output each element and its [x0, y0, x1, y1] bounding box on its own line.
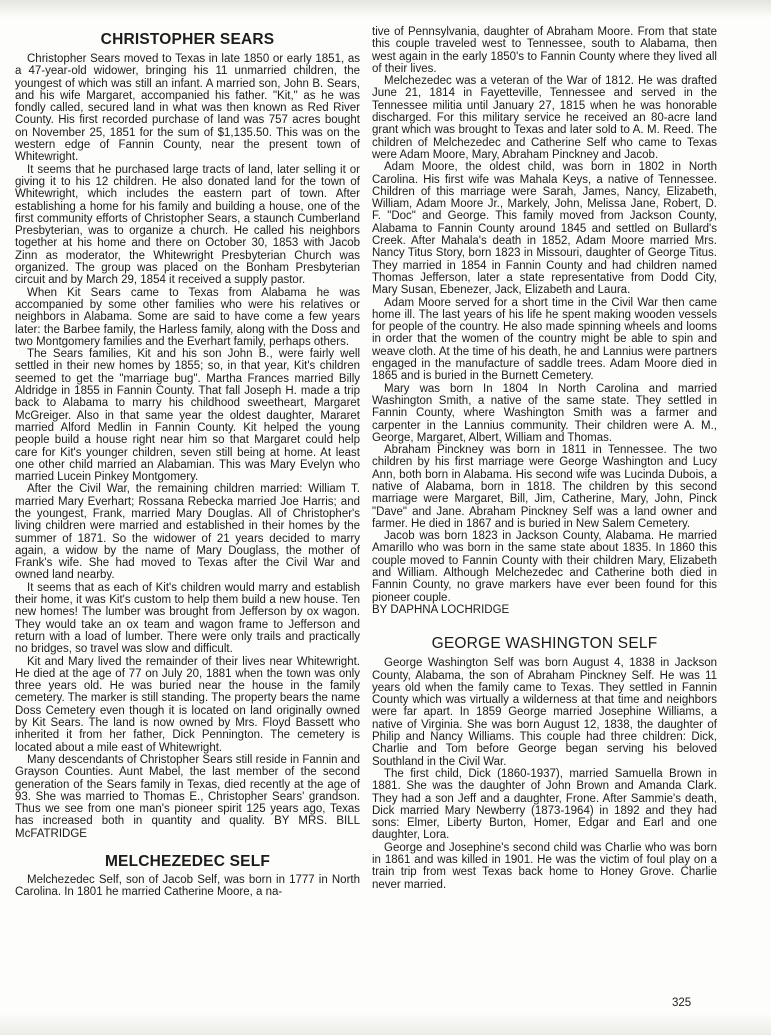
paragraph: Mary was born In 1804 In North Carolina and married Washington Smith, a native of the same state. They settled in Fannin County, where Washington Smith was a farmer and carpenter in the Lannius community. Their children were A. M., George, Margaret, Albert, William and Thomas. — [372, 382, 717, 444]
article-title-melchezedec-self: MELCHEZEDEC SELF — [104, 853, 271, 870]
paragraph: Many descendants of Christopher Sears still reside in Fannin and Grayson Counties. Aunt Mabel, the last member of the second generation of the Sears family in Texas, died recently at the age of 93. She was married to Thomas E., Christopher Sears' grandson. Thus we see from one man's pioneer spirit 125 years ago, Texas has increased both in quantity and quality. BY MRS. BILL McFATRIDGE — [15, 753, 360, 840]
article-title-christopher-sears: CHRISTOPHER SEARS — [100, 31, 275, 48]
left-column — [15, 26, 360, 899]
paragraph: Adam Moore served for a short time in the Civil War then came home ill. The last years of his life he spent making wooden vessels for people of the country. He also made spinning wheels and looms in order that the women of the country might be able to spin and weave cloth. At the time of his death, he and Lannius were partners engaged in the manufacture of saddle trees. Adam Moore died in 1865 and is buried in the Burnett Cemetery. — [372, 296, 717, 383]
paragraph: Abraham Pinckney was born in 1811 in Tennessee. The two children by his first marriage were George Washington and Lucy Ann, both born in Alabama. His second wife was Lucinda Dubois, a native of Alabama, born in 1818. The children by this second marriage were Margaret, Bill, Jim, Catherine, Mary, John, Pinck "Dave" and Jane. Abraham Pinckney Self was a land owner and farmer. He died in 1867 and is buried in New Salem Cemetery. — [372, 444, 717, 530]
right-column — [372, 26, 717, 891]
paragraph: Jacob was born 1823 in Jackson County, Alabama. He married Amarillo who was born in the same state about 1835. In 1860 this couple moved to Fannin County with their children Mary, Elizabeth and William. Although Melchezedec and Catherine both died in Fannin County, no grave markers have ever been found for this pioneer couple. — [372, 530, 717, 604]
article-title-george-washington-self: GEORGE WASHINGTON SELF — [431, 635, 658, 653]
paragraph: The first child, Dick (1860-1937), married Samuella Brown in 1881. She was the daughter of John Brown and Amanda Clark. They had a son Jeff and a daughter, Frone. After Sammie's death, Dick married Mary Newberry (1873-1964) in 1892 and they had sons: Elmer, Liberty Burton, Homer, Edgar and Earl and one daughter, Lora. — [372, 767, 717, 842]
byline: BY DAPHNA LOCHRIDGE — [372, 603, 510, 616]
paragraph: Christopher Sears moved to Texas in late 1850 or early 1851, as a 47-year-old widower, bringing his 11 unmarried children, the youngest of which was still an infant. A married son, John B. Sears, and his wife Margaret, accompanied his father. "Kit," as he was fondly called, secured land in what was then known as Red River County. His first recorded purchase of land was 757 acres bought on November 25, 1851 for the sum of $1,135.50. This was on the western edge of Fannin County, near the present town of Whitewright. — [15, 53, 360, 164]
paragraph: Melchezedec was a veteran of the War of 1812. He was drafted June 21, 1814 in Fayetteville, Tennessee and served in the Tennessee militia until January 27, 1815 when he was honorable discharged. For this military service he received an 80-acre land grant which was brought to Texas and later sold to A. M. Reed. The children of Melchezedec and Catherine Self who came to Texas were Adam Moore, Mary, Abraham Pinckney and Jacob. — [372, 75, 717, 161]
paragraph: George and Josephine's second child was Charlie who was born in 1861 and was killed in 1901. He was the victim of foul play on a train trip from west Texas back home to Honey Grove. Charlie never married. — [372, 841, 717, 891]
paragraph: When Kit Sears came to Texas from Alabama he was accompanied by some other families who were his relatives or neighbors in Alabama. Some are said to have come a few years later: the Barbee family, the Harless family, along with the Doss and two Montgomery families and the Everhart family, perhaps others. — [15, 286, 360, 348]
paragraph: Kit and Mary lived the remainder of their lives near Whitewright. He died at the age of 77 on July 20, 1881 when the town was only three years old. He was buried near the house in the family cemetery. The marker is still standing. The property bears the name Doss Cemetery even though it is located on land originally owned by Kit Sears. The land is now owned by Mrs. Floyd Bassett who inherited it from her father, Dick Pennington. The cemetery is located about a mile east of Whitewright. — [15, 655, 360, 754]
scan-shadow-top — [0, 0, 771, 18]
scan-shadow-bottom — [0, 1013, 771, 1035]
paragraph: Adam Moore, the oldest child, was born in 1802 in North Carolina. His first wife was Mahala Keys, a native of Tennessee. Children of this marriage were Sarah, James, Nancy, Elizabeth, William, Adam Moore Jr., Markely, John, Melissa Jane, Robert, D. F. "Doc" and George. This family moved from Jackson County, Alabama to Fannin County around 1845 and settled on Bullard's Creek. After Mahala's death in 1852, Adam Moore married Mrs. Nancy Titus Story, born 1823 in Missouri, daughter of George Titus. They married in 1854 in Fannin County and had children named Thomas Jefferson, later a state representative from Dodd City, Mary Susan, Ebenezer, Jack, Elizabeth and Laura. — [372, 161, 717, 297]
paragraph: After the Civil War, the remaining children married: William T. married Mary Everhart; Rossana Rebecka married Joe Harris; and the youngest, Frank, married Mary Douglas. All of Christopher's living children were married and established in their homes by the summer of 1871. So the widower of 21 years decided to marry again, a widow by the name of Mary Douglass, the mother of Frank's wife. She had moved to Texas after the Civil War and owned land nearby. — [15, 483, 360, 582]
paragraph: It seems that as each of Kit's children would marry and establish their home, it was Kit's custom to help them build a new house. Ten new homes! The lumber was brought from Jefferson by ox wagon. They would take an ox team and wagon frame to Jefferson and return with a load of lumber. There were only trails and practically no bridges, so travel was slow and difficult. — [15, 581, 360, 656]
page-number: 325 — [672, 997, 692, 1009]
paragraph-continued: tive of Pennsylvania, daughter of Abraham Moore. From that state this couple traveled west to Tennessee, south to Alabama, then west again in the early 1850's to Fannin County where they lived all of their lives. — [372, 26, 717, 75]
paragraph: The Sears families, Kit and his son John B., were fairly well settled in their new homes by 1855; so, in that year, Kit's children seemed to get the "marriage bug". Martha Frances married Billy Aldridge in 1855 in Fannin County. That fall Joseph H. made a trip back to Alabama to marry his childhood sweetheart, Margaret McGreiger. Also in that same year the oldest daughter, Mararet married Alford Medlin in Fannin County. Kit helped the young people build a house right near him so that Margaret could help care for Kit's younger children, seven still being at home. At least one other child married an Alabamian. This was Mary Evelyn who married Lucein Pinkey Montgomery. — [15, 348, 360, 484]
paragraph: It seems that he purchased large tracts of land, later selling it or giving it to his 12 children. He also donated land for the town of Whitewright, which includes the eastern part of town. After establishing a home for his family and building a house, one of the first community efforts of Christopher Sears, a staunch Cumberland Presbyterian, was to organize a church. He called his neighbors together at his home and there on October 30, 1853 with Jacob Zinn as moderator, the Whitewright Presbyterian Church was organized. The group was placed on the Bonham Presbyterian circuit and by March 29, 1854 it received a supply pastor. — [15, 163, 360, 287]
paragraph: Melchezedec Self, son of Jacob Self, was born in 1777 in North Carolina. In 1801 he married Catherine Moore, a na- — [15, 874, 360, 899]
paragraph: George Washington Self was born August 4, 1838 in Jackson County, Alabama, the son of Abraham Pinckney Self. He was 11 years old when the family came to Texas. They settled in Fannin County which was virtually a wilderness at that time and neighbors were far apart. In 1859 George married Josephine Williams, a native of Virginia. She was born August 12, 1838, the daughter of Philip and Nancy Williams. This couple had three children: Dick, Charlie and Tom before George began serving his beloved Southland in the Civil War. — [372, 657, 717, 768]
